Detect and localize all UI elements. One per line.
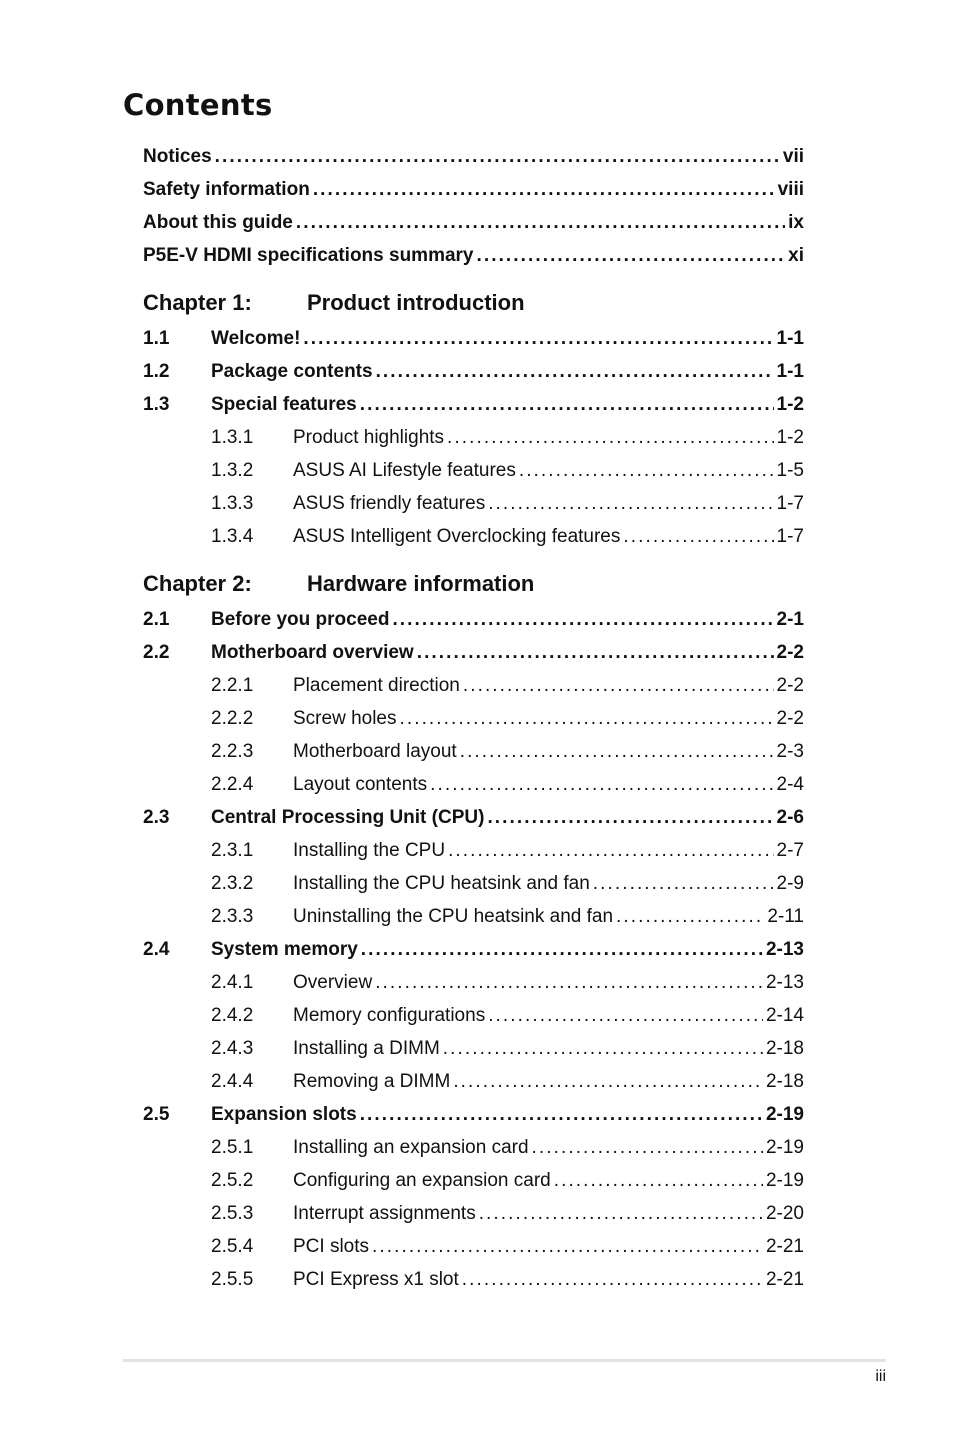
chapter-number: Chapter 1: bbox=[143, 290, 252, 315]
toc-entry-page: 1-2 bbox=[776, 394, 804, 415]
dot-leader bbox=[479, 1197, 763, 1230]
toc-entry-label: Package contents bbox=[211, 361, 373, 382]
toc-entry-label: Motherboard layout bbox=[293, 741, 457, 762]
toc-entry-number: 2.4.2 bbox=[211, 1005, 254, 1026]
toc-entry-number: 1.2 bbox=[143, 361, 170, 382]
toc-entry-number: 1.3.3 bbox=[211, 493, 254, 514]
chapter-heading[interactable] bbox=[143, 553, 804, 603]
toc-entry-page: 1-7 bbox=[776, 526, 804, 547]
toc-entry-label: Notices bbox=[143, 146, 212, 167]
dot-leader bbox=[487, 801, 773, 834]
front-matter-list bbox=[143, 140, 804, 272]
toc-entry[interactable] bbox=[143, 1164, 804, 1197]
toc-entry-page: 2-2 bbox=[776, 708, 804, 729]
chapter-list bbox=[143, 272, 804, 1296]
toc-entry-number: 1.3.2 bbox=[211, 460, 254, 481]
toc-entry[interactable] bbox=[143, 735, 804, 768]
toc-entry[interactable] bbox=[143, 669, 804, 702]
dot-leader bbox=[462, 1263, 763, 1296]
toc-entry-label: Welcome! bbox=[211, 328, 301, 349]
toc-entry-label: Special features bbox=[211, 394, 357, 415]
dot-leader bbox=[392, 603, 773, 636]
toc-entry-number: 2.2.3 bbox=[211, 741, 254, 762]
toc-entry[interactable] bbox=[143, 834, 804, 867]
dot-leader bbox=[616, 900, 764, 933]
toc-entry-label: Placement direction bbox=[293, 675, 460, 696]
toc-entry-label: Interrupt assignments bbox=[293, 1203, 476, 1224]
toc-entry[interactable] bbox=[143, 1065, 804, 1098]
table-of-contents bbox=[143, 140, 804, 1296]
toc-entry-page: 1-5 bbox=[776, 460, 804, 481]
toc-entry-page: 2-6 bbox=[776, 807, 804, 828]
dot-leader bbox=[488, 999, 763, 1032]
dot-leader bbox=[361, 933, 763, 966]
toc-entry-label: Product highlights bbox=[293, 427, 445, 448]
chapter-title: Product introduction bbox=[307, 290, 525, 315]
toc-entry-page: 2-13 bbox=[765, 939, 804, 960]
dot-leader bbox=[372, 1230, 763, 1263]
toc-entry[interactable] bbox=[143, 206, 804, 239]
toc-entry-number: 2.3.2 bbox=[211, 873, 254, 894]
dot-leader bbox=[375, 966, 763, 999]
toc-entry[interactable] bbox=[143, 1131, 804, 1164]
toc-entry-page: 1-2 bbox=[776, 427, 804, 448]
footer-divider bbox=[123, 1359, 886, 1362]
toc-entry-number: 1.3.1 bbox=[211, 427, 254, 448]
toc-entry-page: 2-21 bbox=[765, 1269, 804, 1290]
toc-entry-page: 2-2 bbox=[776, 642, 804, 663]
toc-entry[interactable] bbox=[143, 454, 804, 487]
toc-entry-label: Screw holes bbox=[293, 708, 397, 729]
page-number: iii bbox=[875, 1368, 886, 1385]
toc-entry[interactable] bbox=[143, 801, 804, 834]
toc-entry-page: xi bbox=[788, 245, 804, 266]
toc-entry-number: 2.1 bbox=[143, 609, 170, 630]
toc-entry-number: 2.2.2 bbox=[211, 708, 254, 729]
toc-entry[interactable] bbox=[143, 239, 804, 272]
dot-leader bbox=[313, 173, 775, 206]
dot-leader bbox=[477, 239, 786, 272]
toc-entry-number: 2.5.3 bbox=[211, 1203, 254, 1224]
toc-entry-page: 2-4 bbox=[776, 774, 804, 795]
toc-entry-label: Memory configurations bbox=[293, 1005, 486, 1026]
toc-entry-page: 2-3 bbox=[776, 741, 804, 762]
toc-entry-page: 1-1 bbox=[776, 361, 804, 382]
toc-entry-label: Uninstalling the CPU heatsink and fan bbox=[293, 906, 614, 927]
dot-leader bbox=[400, 702, 774, 735]
toc-entry-label: Central Processing Unit (CPU) bbox=[211, 807, 485, 828]
dot-leader bbox=[519, 454, 774, 487]
toc-entry-page: 2-19 bbox=[765, 1170, 804, 1191]
dot-leader bbox=[593, 867, 774, 900]
toc-entry-page: 2-19 bbox=[765, 1137, 804, 1158]
toc-entry-label: P5E-V HDMI specifications summary bbox=[143, 245, 474, 266]
toc-entry-page: 2-11 bbox=[767, 906, 804, 927]
toc-entry-number: 2.3.1 bbox=[211, 840, 254, 861]
toc-entry-number: 2.5 bbox=[143, 1104, 170, 1125]
toc-entry-label: Installing a DIMM bbox=[293, 1038, 440, 1059]
toc-entry-page: 2-21 bbox=[765, 1236, 804, 1257]
toc-entry-page: 2-7 bbox=[776, 840, 804, 861]
toc-entry-number: 2.5.4 bbox=[211, 1236, 254, 1257]
toc-entry[interactable] bbox=[143, 1197, 804, 1230]
toc-entry-page: 2-9 bbox=[776, 873, 804, 894]
toc-entry[interactable] bbox=[143, 520, 804, 553]
toc-entry-label: Before you proceed bbox=[211, 609, 390, 630]
chapter-heading[interactable] bbox=[143, 272, 804, 322]
toc-entry-label: Configuring an expansion card bbox=[293, 1170, 551, 1191]
dot-leader bbox=[447, 421, 773, 454]
toc-entry-page: 2-20 bbox=[765, 1203, 804, 1224]
toc-entry[interactable] bbox=[143, 768, 804, 801]
dot-leader bbox=[460, 735, 774, 768]
toc-entry[interactable] bbox=[143, 1098, 804, 1131]
toc-entry[interactable] bbox=[143, 867, 804, 900]
dot-leader bbox=[623, 520, 773, 553]
toc-entry-number: 2.3.3 bbox=[211, 906, 254, 927]
dot-leader bbox=[532, 1131, 763, 1164]
toc-entry[interactable] bbox=[143, 140, 804, 173]
dot-leader bbox=[554, 1164, 763, 1197]
toc-entry[interactable] bbox=[143, 421, 804, 454]
toc-entry[interactable] bbox=[143, 388, 804, 421]
toc-entry[interactable] bbox=[143, 173, 804, 206]
toc-entry[interactable] bbox=[143, 355, 804, 388]
toc-entry-page: 2-2 bbox=[776, 675, 804, 696]
toc-entry[interactable] bbox=[143, 933, 804, 966]
dot-leader bbox=[303, 322, 773, 355]
toc-entry-page: 2-14 bbox=[765, 1005, 804, 1026]
toc-entry[interactable] bbox=[143, 322, 804, 355]
toc-entry-label: System memory bbox=[211, 939, 358, 960]
toc-entry-page: 2-18 bbox=[765, 1038, 804, 1059]
toc-entry-label: About this guide bbox=[143, 212, 293, 233]
toc-entry-page: ix bbox=[788, 212, 804, 233]
toc-entry-label: Layout contents bbox=[293, 774, 428, 795]
toc-entry[interactable] bbox=[143, 1263, 804, 1296]
dot-leader bbox=[296, 206, 785, 239]
dot-leader bbox=[463, 669, 774, 702]
toc-entry-label: Safety information bbox=[143, 179, 310, 200]
toc-entry-label: Expansion slots bbox=[211, 1104, 357, 1125]
toc-entry-number: 2.5.5 bbox=[211, 1269, 254, 1290]
chapter-title: Hardware information bbox=[307, 571, 535, 596]
toc-entry-page: 1-7 bbox=[776, 493, 804, 514]
toc-entry-label: Removing a DIMM bbox=[293, 1071, 451, 1092]
toc-entry-number: 2.2.4 bbox=[211, 774, 254, 795]
toc-entry-label: Motherboard overview bbox=[211, 642, 414, 663]
toc-entry-label: Installing the CPU heatsink and fan bbox=[293, 873, 590, 894]
toc-entry-page: 2-18 bbox=[765, 1071, 804, 1092]
toc-entry-label: ASUS AI Lifestyle features bbox=[293, 460, 516, 481]
toc-entry[interactable] bbox=[143, 702, 804, 735]
dot-leader bbox=[376, 355, 774, 388]
toc-entry-number: 2.4.3 bbox=[211, 1038, 254, 1059]
toc-entry-number: 2.5.2 bbox=[211, 1170, 254, 1191]
dot-leader bbox=[488, 487, 773, 520]
toc-entry-page: 1-1 bbox=[776, 328, 804, 349]
toc-entry-label: ASUS friendly features bbox=[293, 493, 486, 514]
dot-leader bbox=[453, 1065, 763, 1098]
toc-entry[interactable] bbox=[143, 487, 804, 520]
toc-entry-number: 1.3 bbox=[143, 394, 170, 415]
toc-entry-label: Installing an expansion card bbox=[293, 1137, 529, 1158]
toc-entry-number: 2.4.4 bbox=[211, 1071, 254, 1092]
toc-entry-number: 2.4 bbox=[143, 939, 170, 960]
toc-entry[interactable] bbox=[143, 966, 804, 999]
chapter-number: Chapter 2: bbox=[143, 571, 252, 596]
toc-entry-label: PCI slots bbox=[293, 1236, 370, 1257]
dot-leader bbox=[430, 768, 773, 801]
toc-entry[interactable] bbox=[143, 1032, 804, 1065]
dot-leader bbox=[443, 1032, 763, 1065]
dot-leader bbox=[417, 636, 774, 669]
dot-leader bbox=[360, 1098, 763, 1131]
page-title: Contents bbox=[123, 88, 273, 122]
toc-entry-page: 2-19 bbox=[765, 1104, 804, 1125]
toc-entry-number: 2.3 bbox=[143, 807, 170, 828]
toc-entry-label: Overview bbox=[293, 972, 373, 993]
toc-entry-page: 2-1 bbox=[776, 609, 804, 630]
toc-entry-number: 2.4.1 bbox=[211, 972, 254, 993]
toc-entry[interactable] bbox=[143, 900, 804, 933]
toc-entry-label: PCI Express x1 slot bbox=[293, 1269, 459, 1290]
toc-entry[interactable] bbox=[143, 603, 804, 636]
toc-entry-page: viii bbox=[777, 179, 804, 200]
toc-entry-page: 2-13 bbox=[765, 972, 804, 993]
toc-entry[interactable] bbox=[143, 636, 804, 669]
toc-entry[interactable] bbox=[143, 999, 804, 1032]
toc-entry-number: 1.3.4 bbox=[211, 526, 254, 547]
toc-entry-number: 1.1 bbox=[143, 328, 170, 349]
toc-entry-number: 2.2.1 bbox=[211, 675, 254, 696]
dot-leader bbox=[360, 388, 774, 421]
toc-entry-label: ASUS Intelligent Overclocking features bbox=[293, 526, 621, 547]
toc-entry[interactable] bbox=[143, 1230, 804, 1263]
toc-entry-number: 2.5.1 bbox=[211, 1137, 254, 1158]
dot-leader bbox=[215, 140, 780, 173]
toc-entry-page: vii bbox=[782, 146, 804, 167]
toc-entry-label: Installing the CPU bbox=[293, 840, 446, 861]
dot-leader bbox=[448, 834, 773, 867]
toc-entry-number: 2.2 bbox=[143, 642, 170, 663]
